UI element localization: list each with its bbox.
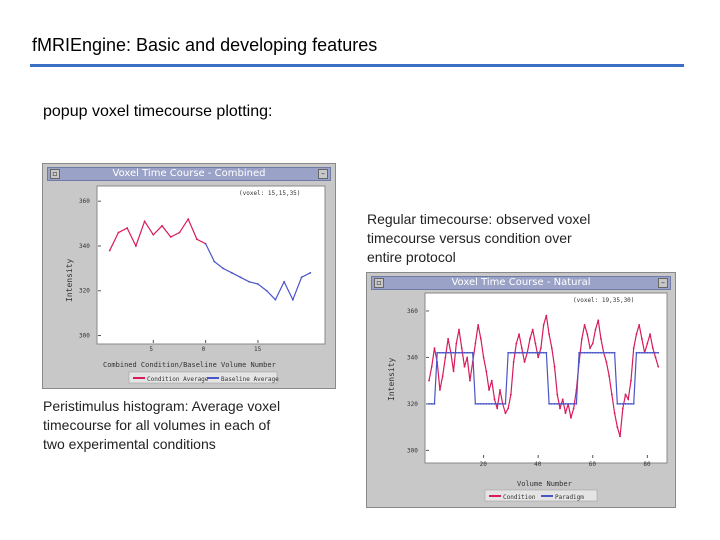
data-point (513, 352, 515, 354)
data-point (450, 352, 452, 354)
minimize-button[interactable]: – (318, 169, 328, 179)
data-point (578, 352, 580, 354)
data-point (589, 347, 591, 349)
data-point (622, 408, 624, 410)
data-point (510, 394, 512, 396)
data-point (458, 329, 460, 331)
chart-natural (367, 291, 675, 506)
data-point (458, 352, 460, 354)
data-point (589, 352, 591, 354)
data-point (537, 352, 539, 354)
data-point (485, 370, 487, 372)
data-point (540, 352, 542, 354)
data-point (170, 236, 172, 238)
data-point (496, 408, 498, 410)
data-point (464, 366, 466, 368)
data-point (505, 403, 507, 405)
data-point (551, 403, 553, 405)
y-tick-label: 320 (407, 400, 418, 408)
data-point (483, 403, 485, 405)
data-point (205, 243, 207, 245)
caption-peristimulus (43, 397, 343, 454)
chart-combined (43, 182, 335, 387)
data-point (266, 290, 268, 292)
data-point (548, 403, 550, 405)
data-point (499, 389, 501, 391)
caption-peristimulus-line: timecourse for all volumes in each of (43, 417, 271, 433)
data-point (428, 380, 430, 382)
data-point (447, 338, 449, 340)
data-point (505, 412, 507, 414)
data-point (488, 403, 490, 405)
slide-title: fMRIEngine: Basic and developing features (32, 35, 378, 55)
data-point (196, 238, 198, 240)
data-point (491, 380, 493, 382)
data-point (619, 436, 621, 438)
data-point (507, 408, 509, 410)
x-axis-label: Volume Number (517, 480, 572, 488)
legend-condition-label: Condition (503, 494, 536, 501)
data-point (573, 408, 575, 410)
legend (129, 372, 279, 383)
data-point (556, 403, 558, 405)
legend-condition-label: Condition Average (147, 376, 209, 383)
data-point (480, 403, 482, 405)
data-point (641, 338, 643, 340)
data-point (581, 338, 583, 340)
window-menu-button[interactable]: ▫ (50, 169, 60, 179)
data-point (545, 352, 547, 354)
data-point (444, 352, 446, 354)
data-point (464, 352, 466, 354)
data-point (573, 403, 575, 405)
data-point (447, 352, 449, 354)
data-point (630, 380, 632, 382)
window-combined-titlebar[interactable] (47, 167, 331, 181)
x-tick-label: 60 (588, 461, 596, 468)
data-point (455, 343, 457, 345)
y-tick-label: 340 (407, 354, 418, 362)
data-point (616, 403, 618, 405)
data-point (292, 299, 294, 301)
data-point (442, 352, 444, 354)
data-point (600, 352, 602, 354)
data-point (529, 338, 531, 340)
legend-paradigm-label: Paradigm (555, 494, 584, 501)
plot-frame (97, 186, 325, 344)
data-point (434, 347, 436, 349)
data-point (491, 403, 493, 405)
data-point (638, 324, 640, 326)
data-point (627, 398, 629, 400)
data-point (494, 398, 496, 400)
data-point (502, 403, 504, 405)
data-point (469, 380, 471, 382)
legend (485, 490, 597, 501)
data-point (466, 357, 468, 359)
data-point (283, 281, 285, 283)
data-point (535, 352, 537, 354)
data-point (641, 352, 643, 354)
data-point (507, 352, 509, 354)
data-point (649, 333, 651, 335)
data-point (488, 389, 490, 391)
data-point (515, 343, 517, 345)
voxel-label: (voxel: 19,35,30) (573, 297, 635, 304)
x-tick-label: 80 (643, 461, 651, 468)
data-point (472, 352, 474, 354)
slide-subtitle: popup voxel timecourse plotting: (43, 103, 273, 120)
x-tick-label: 5 (149, 346, 153, 353)
x-tick-label: 40 (534, 461, 542, 468)
data-point (608, 375, 610, 377)
data-point (466, 352, 468, 354)
data-point (144, 220, 146, 222)
data-point (597, 319, 599, 321)
data-point (611, 394, 613, 396)
data-point (524, 352, 526, 354)
data-point (515, 352, 517, 354)
y-axis-label: Intensity (387, 357, 396, 401)
data-point (496, 403, 498, 405)
data-point (622, 403, 624, 405)
data-point (126, 227, 128, 229)
caption-peristimulus-line: Peristimulus histogram: Average voxel (43, 398, 281, 414)
data-point (231, 272, 233, 274)
data-point (521, 347, 523, 349)
caption-regular-line: entire protocol (367, 249, 456, 265)
data-point (633, 347, 635, 349)
data-point (431, 366, 433, 368)
data-point (436, 352, 438, 354)
data-point (475, 403, 477, 405)
data-point (655, 352, 657, 354)
data-point (636, 333, 638, 335)
data-point (540, 347, 542, 349)
data-point (469, 352, 471, 354)
minimize-button[interactable]: – (658, 278, 668, 288)
data-point (510, 352, 512, 354)
data-point (532, 329, 534, 331)
data-point (562, 398, 564, 400)
data-point (477, 403, 479, 405)
data-point (240, 276, 242, 278)
data-point (551, 347, 553, 349)
x-axis-label: Combined Condition/Baseline Volume Number (103, 361, 276, 369)
data-point (606, 352, 608, 354)
data-point (649, 352, 651, 354)
data-point (554, 366, 556, 368)
data-point (257, 283, 259, 285)
data-point (161, 225, 163, 227)
data-point (592, 343, 594, 345)
data-point (559, 408, 561, 410)
data-point (213, 261, 215, 263)
data-point (565, 403, 567, 405)
data-point (608, 352, 610, 354)
data-point (625, 394, 627, 396)
data-point (475, 343, 477, 345)
window-combined-title: Voxel Time Course - Combined (112, 168, 266, 179)
data-point (431, 403, 433, 405)
data-point (526, 352, 528, 354)
data-point (559, 403, 561, 405)
voxel-label: (voxel: 15,15,35) (239, 190, 301, 197)
data-point (646, 343, 648, 345)
data-point (187, 218, 189, 220)
data-point (646, 352, 648, 354)
data-point (636, 352, 638, 354)
data-point (570, 417, 572, 419)
data-point (562, 403, 564, 405)
data-point (248, 281, 250, 283)
y-tick-label: 360 (79, 198, 90, 206)
data-point (611, 352, 613, 354)
data-point (625, 403, 627, 405)
y-tick-label: 300 (79, 332, 90, 340)
data-point (565, 412, 567, 414)
caption-regular-line: timecourse versus condition over (367, 230, 572, 246)
data-point (581, 352, 583, 354)
data-point (652, 352, 654, 354)
y-tick-label: 360 (407, 307, 418, 315)
data-point (453, 370, 455, 372)
x-tick-label: 0 (201, 346, 206, 353)
data-point (633, 403, 635, 405)
caption-regular-line: Regular timecourse: observed voxel (367, 211, 591, 227)
data-point (301, 276, 303, 278)
y-axis-label: Intensity (65, 258, 74, 302)
data-point (545, 315, 547, 317)
data-point (630, 403, 632, 405)
data-point (483, 357, 485, 359)
data-point (480, 338, 482, 340)
data-point (652, 347, 654, 349)
data-point (543, 324, 545, 326)
data-point (524, 361, 526, 363)
x-tick-label: 20 (479, 461, 487, 468)
data-point (461, 347, 463, 349)
window-natural-title: Voxel Time Course - Natural (451, 277, 591, 288)
data-point (434, 403, 436, 405)
data-point (513, 361, 515, 363)
x-tick-label: 15 (253, 346, 262, 353)
data-point (428, 403, 430, 405)
data-point (518, 352, 520, 354)
window-menu-button[interactable]: ▫ (374, 278, 384, 288)
legend-baseline-label: Baseline Average (221, 376, 279, 383)
data-point (109, 250, 111, 252)
data-point (614, 412, 616, 414)
data-point (619, 403, 621, 405)
data-point (135, 245, 137, 247)
y-tick-label: 320 (79, 287, 90, 295)
data-point (592, 352, 594, 354)
caption-peristimulus-line: two experimental conditions (43, 436, 216, 452)
data-point (614, 352, 616, 354)
data-point (485, 403, 487, 405)
data-point (118, 232, 120, 234)
data-point (532, 352, 534, 354)
y-tick-label: 300 (407, 447, 418, 455)
title-rule (30, 64, 684, 67)
data-point (152, 234, 154, 236)
window-natural[interactable] (366, 272, 676, 508)
data-point (439, 389, 441, 391)
data-point (627, 403, 629, 405)
data-point (499, 403, 501, 405)
data-point (584, 324, 586, 326)
data-point (518, 333, 520, 335)
data-point (644, 352, 646, 354)
y-tick-label: 340 (79, 242, 90, 250)
data-point (444, 357, 446, 359)
data-point (442, 375, 444, 377)
data-point (584, 352, 586, 354)
data-point (595, 352, 597, 354)
data-point (554, 403, 556, 405)
data-point (521, 352, 523, 354)
data-point (548, 333, 550, 335)
data-point (603, 352, 605, 354)
data-point (309, 272, 311, 274)
data-point (597, 352, 599, 354)
data-point (461, 352, 463, 354)
data-point (453, 352, 455, 354)
caption-regular (367, 210, 667, 267)
data-point (556, 394, 558, 396)
data-point (535, 343, 537, 345)
data-point (222, 267, 224, 269)
data-point (616, 426, 618, 428)
data-point (600, 338, 602, 340)
data-point (275, 299, 277, 301)
data-point (595, 329, 597, 331)
data-point (655, 357, 657, 359)
data-point (657, 366, 659, 368)
data-point (657, 352, 659, 354)
data-point (179, 232, 181, 234)
data-point (543, 352, 545, 354)
data-point (537, 357, 539, 359)
data-point (638, 352, 640, 354)
data-point (494, 403, 496, 405)
data-point (529, 352, 531, 354)
data-point (439, 352, 441, 354)
window-natural-titlebar[interactable] (371, 276, 671, 290)
data-point (606, 361, 608, 363)
data-point (586, 333, 588, 335)
window-combined[interactable] (42, 163, 336, 389)
data-point (455, 352, 457, 354)
data-point (586, 352, 588, 354)
data-point (477, 324, 479, 326)
data-point (567, 403, 569, 405)
data-point (575, 403, 577, 405)
data-point (570, 403, 572, 405)
